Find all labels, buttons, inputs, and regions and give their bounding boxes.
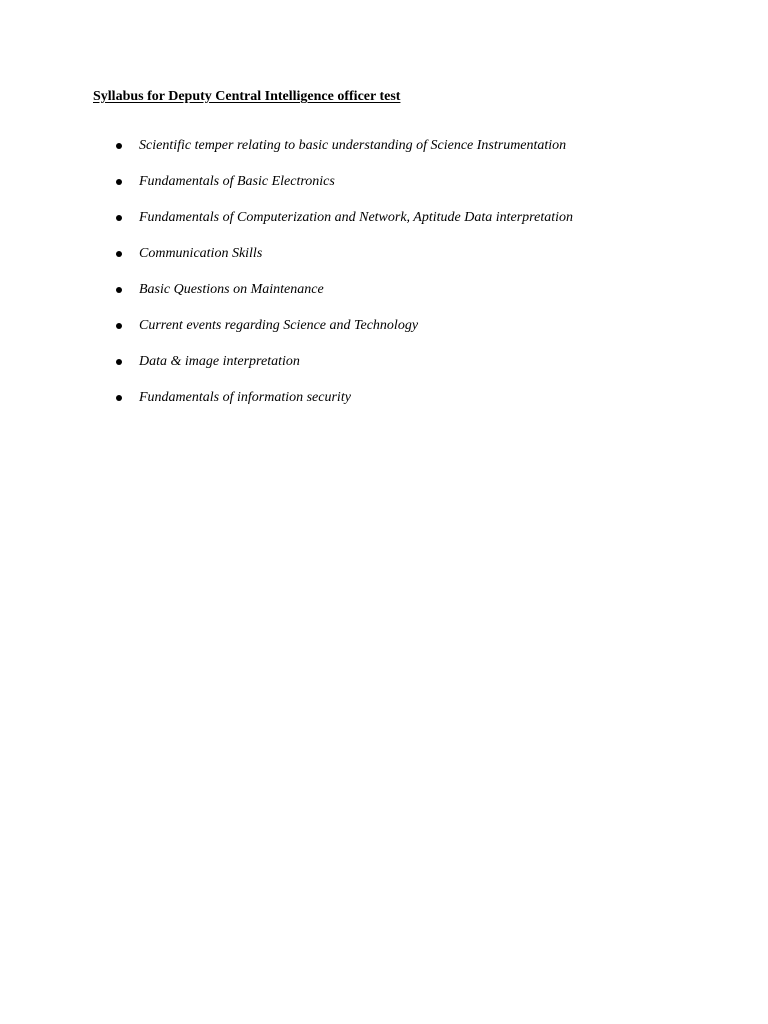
bullet-icon <box>116 251 122 257</box>
list-item-text: Scientific temper relating to basic understanding of Science Instrumentation <box>139 138 567 153</box>
bullet-icon <box>116 359 122 365</box>
bullet-icon <box>116 215 122 221</box>
list-item-text: Current events regarding Science and Technology <box>139 318 419 333</box>
bullet-icon <box>116 287 122 293</box>
list-item-text: Fundamentals of Basic Electronics <box>139 174 335 189</box>
bullet-icon <box>116 143 122 149</box>
list-item-text: Basic Questions on Maintenance <box>139 282 324 297</box>
list-item-text: Communication Skills <box>139 246 263 261</box>
list-item-text: Fundamentals of Computerization and Network, Aptitude Data interpretation <box>139 210 573 225</box>
bullet-icon <box>116 179 122 185</box>
list-item-text: Fundamentals of information security <box>139 390 351 405</box>
document-title: Syllabus for Deputy Central Intelligence officer test <box>93 89 401 104</box>
bullet-icon <box>116 323 122 329</box>
list-item-text: Data & image interpretation <box>139 354 300 369</box>
bullet-icon <box>116 395 122 401</box>
